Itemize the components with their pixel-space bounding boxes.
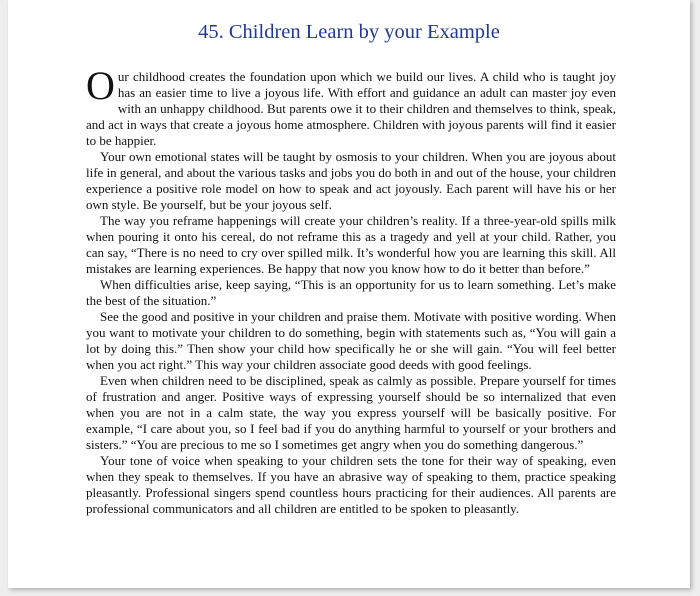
paragraph-4: When difficulties arise, keep saying, “This is an opportunity for us to learn something. Let’s make the best of the situation.” [86, 277, 616, 308]
book-page [8, 0, 690, 588]
paragraph-3: The way you reframe happenings will create your children’s reality. If a three-year-old spills milk when pouring it onto his cereal, do not reframe this as a tragedy and yell at your child. Rather, you can say, “There is no need to cry over spilled milk. It’s wonderful how you are learning this skill. All mistakes are learning experiences. Be happy that now you know how to do it better than before.” [86, 213, 616, 276]
paragraph-2: Your own emotional states will be taught by osmosis to your children. When you are joyous about life in general, and about the various tasks and jobs you do both in and out of the house, your children experience a positive role model on how to speak and act joyously. Each parent will have his or her own style. Be yourself, but be your joyous self. [86, 149, 616, 212]
chapter-title: 45. Children Learn by your Example [198, 21, 500, 43]
drop-cap: O [86, 63, 115, 108]
chapter-body [86, 63, 616, 517]
paragraph-5: See the good and positive in your children and praise them. Motivate with positive wording. When you want to motivate your children to do something, begin with statements such as, “You will gain a lot by doing this.” Then show your child how specifically he or she will gain. “You will feel better when you act right.” This way your children associate good deeds with good feelings. [86, 309, 616, 372]
paragraph-6: Even when children need to be disciplined, speak as calmly as possible. Prepare yourself for times of frustration and anger. Positive ways of expressing yourself should be so internalized that even when you are not in a calm state, the way you express yourself will be basically positive. For example, “I care about you, so I feel bad if you do anything harmful to yourself or your brothers and sisters.” “You are precious to me so I sometimes get angry when you do something dangerous.” [86, 373, 616, 452]
paragraph-7: Your tone of voice when speaking to your children sets the tone for their way of speaking, even when they speak to themselves. If you have an abrasive way of speaking to them, practice speaking pleasantly. Professional singers spend countless hours practicing for their audiences. All parents are professional communicators and all children are entitled to be spoken to pleasantly. [86, 453, 616, 516]
paragraph-1-text: ur childhood creates the foundation upon which we build our lives. A child who is taught joy has an easier time to live a joyous life. With effort and guidance an adult can master joy even with an unhappy childhood. But parents owe it to their children and themselves to think, speak, and act in ways that create a joyous home atmosphere. Children with joyous parents will find it easier to be happier. [86, 69, 616, 148]
paragraph-1 [86, 63, 616, 149]
